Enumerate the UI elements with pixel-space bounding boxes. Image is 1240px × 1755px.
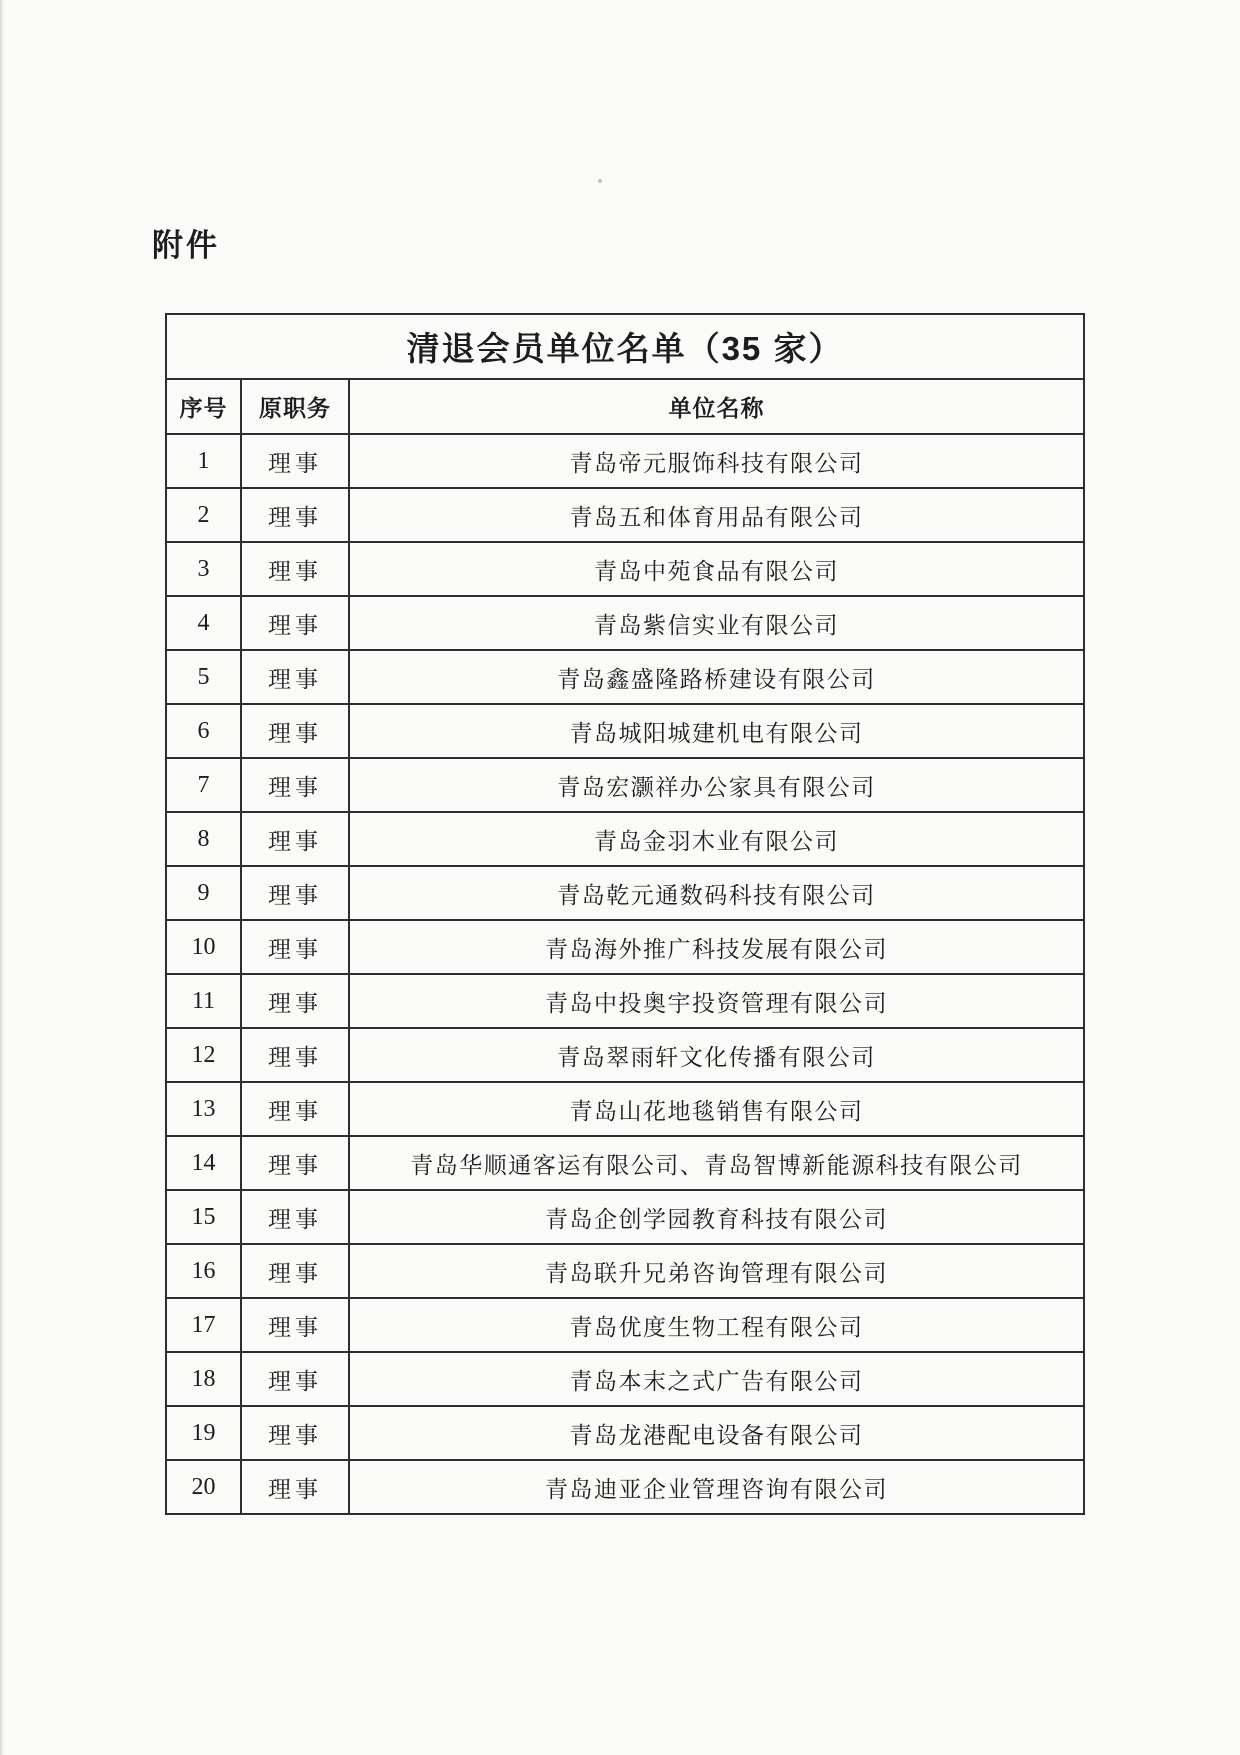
row-position: 理事: [241, 650, 349, 704]
column-header-company: 单位名称: [349, 379, 1084, 434]
row-number: 6: [166, 704, 241, 758]
table-row: [166, 1244, 1084, 1298]
scan-edge-shadow: [0, 0, 4, 1755]
table-row: [166, 1136, 1084, 1190]
row-position: 理事: [241, 1298, 349, 1352]
row-company: 青岛迪亚企业管理咨询有限公司: [349, 1460, 1084, 1514]
row-number: 18: [166, 1352, 241, 1406]
row-company: 青岛中苑食品有限公司: [349, 542, 1084, 596]
row-position: 理事: [241, 542, 349, 596]
row-position: 理事: [241, 974, 349, 1028]
table-row: [166, 1460, 1084, 1514]
row-position: 理事: [241, 920, 349, 974]
table-row: [166, 596, 1084, 650]
row-position: 理事: [241, 1082, 349, 1136]
scan-speck: [598, 179, 602, 183]
row-company: 青岛金羽木业有限公司: [349, 812, 1084, 866]
expelled-members-table: [165, 313, 1085, 1515]
row-company: 青岛本末之式广告有限公司: [349, 1352, 1084, 1406]
table-row: [166, 866, 1084, 920]
row-number: 12: [166, 1028, 241, 1082]
table-header-row: [166, 379, 1084, 434]
row-number: 7: [166, 758, 241, 812]
table-row: [166, 1082, 1084, 1136]
row-number: 10: [166, 920, 241, 974]
table-row: [166, 758, 1084, 812]
row-number: 5: [166, 650, 241, 704]
row-number: 15: [166, 1190, 241, 1244]
row-number: 16: [166, 1244, 241, 1298]
table-row: [166, 488, 1084, 542]
row-number: 11: [166, 974, 241, 1028]
table-row: [166, 1406, 1084, 1460]
row-number: 13: [166, 1082, 241, 1136]
row-company: 青岛宏灏祥办公家具有限公司: [349, 758, 1084, 812]
row-position: 理事: [241, 1244, 349, 1298]
table-title-row: [166, 314, 1084, 379]
table-row: [166, 434, 1084, 488]
row-number: 20: [166, 1460, 241, 1514]
row-company: 青岛联升兄弟咨询管理有限公司: [349, 1244, 1084, 1298]
row-number: 4: [166, 596, 241, 650]
table-row: [166, 920, 1084, 974]
row-company: 青岛帝元服饰科技有限公司: [349, 434, 1084, 488]
row-company: 青岛鑫盛隆路桥建设有限公司: [349, 650, 1084, 704]
row-position: 理事: [241, 596, 349, 650]
row-position: 理事: [241, 1352, 349, 1406]
row-number: 3: [166, 542, 241, 596]
row-company: 青岛优度生物工程有限公司: [349, 1298, 1084, 1352]
row-position: 理事: [241, 866, 349, 920]
row-position: 理事: [241, 1028, 349, 1082]
column-header-position: 原职务: [241, 379, 349, 434]
row-position: 理事: [241, 488, 349, 542]
row-company: 青岛城阳城建机电有限公司: [349, 704, 1084, 758]
table-title: 清退会员单位名单（35 家）: [166, 314, 1084, 379]
row-position: 理事: [241, 758, 349, 812]
row-number: 17: [166, 1298, 241, 1352]
table-row: [166, 812, 1084, 866]
table-row: [166, 542, 1084, 596]
table-row: [166, 974, 1084, 1028]
row-position: 理事: [241, 812, 349, 866]
row-number: 1: [166, 434, 241, 488]
row-company: 青岛翠雨轩文化传播有限公司: [349, 1028, 1084, 1082]
table-row: [166, 1352, 1084, 1406]
row-company: 青岛龙港配电设备有限公司: [349, 1406, 1084, 1460]
row-company: 青岛中投奥宇投资管理有限公司: [349, 974, 1084, 1028]
row-number: 19: [166, 1406, 241, 1460]
row-company: 青岛企创学园教育科技有限公司: [349, 1190, 1084, 1244]
table-row: [166, 1028, 1084, 1082]
table-row: [166, 704, 1084, 758]
row-company: 青岛海外推广科技发展有限公司: [349, 920, 1084, 974]
row-company: 青岛紫信实业有限公司: [349, 596, 1084, 650]
row-number: 2: [166, 488, 241, 542]
row-position: 理事: [241, 704, 349, 758]
table-row: [166, 1190, 1084, 1244]
row-company: 青岛山花地毯销售有限公司: [349, 1082, 1084, 1136]
table-row: [166, 1298, 1084, 1352]
table-body: [166, 434, 1084, 1514]
column-header-no: 序号: [166, 379, 241, 434]
row-company: 青岛乾元通数码科技有限公司: [349, 866, 1084, 920]
row-number: 8: [166, 812, 241, 866]
row-number: 9: [166, 866, 241, 920]
row-position: 理事: [241, 1190, 349, 1244]
table-row: [166, 650, 1084, 704]
row-position: 理事: [241, 1406, 349, 1460]
attachment-label: 附件: [152, 228, 220, 263]
row-company: 青岛华顺通客运有限公司、青岛智博新能源科技有限公司: [349, 1136, 1084, 1190]
row-position: 理事: [241, 1460, 349, 1514]
row-position: 理事: [241, 434, 349, 488]
row-company: 青岛五和体育用品有限公司: [349, 488, 1084, 542]
row-number: 14: [166, 1136, 241, 1190]
row-position: 理事: [241, 1136, 349, 1190]
